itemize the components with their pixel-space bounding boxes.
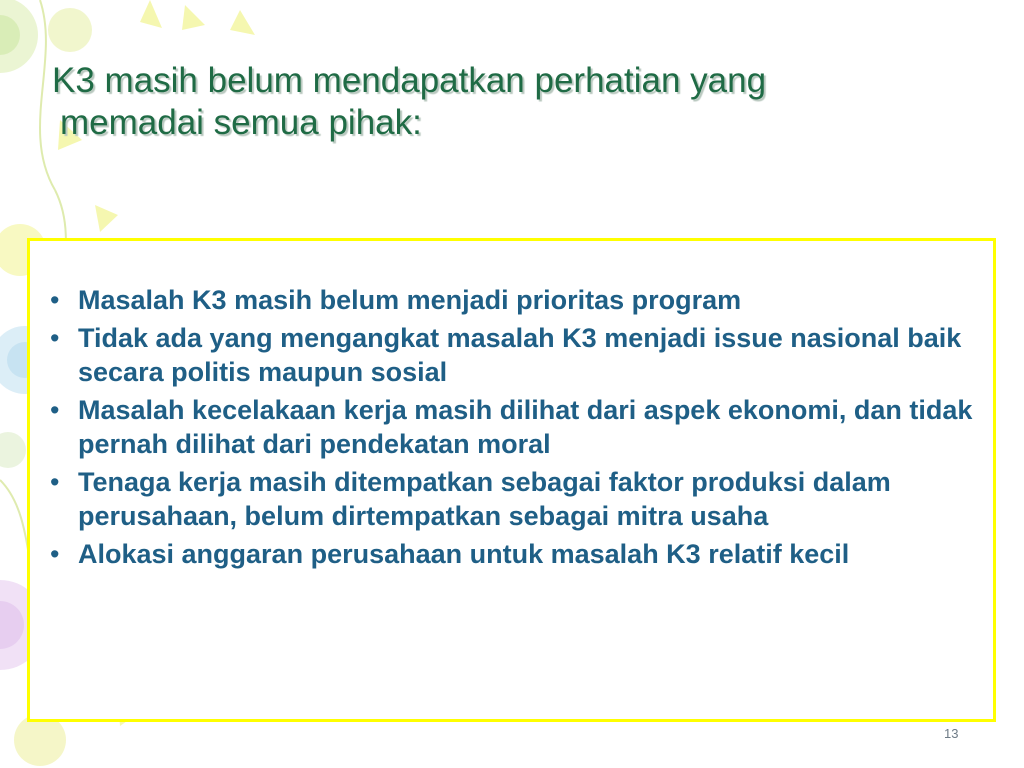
slide-title-line-2: memadai semua pihak: <box>60 103 422 142</box>
slide-title <box>52 60 912 144</box>
bullet-item <box>50 283 980 317</box>
bullet-icon: • <box>50 539 60 569</box>
bullet-list <box>50 283 980 575</box>
bullet-item <box>50 465 980 533</box>
slide-title-line-1: K3 masih belum mendapatkan perhatian yang <box>52 61 767 100</box>
bullet-item <box>50 321 980 389</box>
bullet-icon: • <box>50 285 60 315</box>
bullet-item <box>50 393 980 461</box>
page-number: 13 <box>944 726 959 741</box>
bullet-icon: • <box>50 467 60 497</box>
bullet-item <box>50 537 980 571</box>
bullet-text: Masalah kecelakaan kerja masih dilihat dari aspek ekonomi, dan tidak pernah dilihat dari pendekatan moral <box>78 395 973 459</box>
bullet-text: Tenaga kerja masih ditempatkan sebagai faktor produksi dalam perusahaan, belum dirtempatkan sebagai mitra usaha <box>78 467 891 531</box>
bullet-text: Tidak ada yang mengangkat masalah K3 menjadi issue nasional baik secara politis maupun sosial <box>78 323 962 387</box>
content-box <box>27 238 996 722</box>
bullet-text: Alokasi anggaran perusahaan untuk masalah K3 relatif kecil <box>78 539 850 569</box>
bullet-text: Masalah K3 masih belum menjadi prioritas program <box>78 285 742 315</box>
bullet-icon: • <box>50 323 60 353</box>
bullet-icon: • <box>50 395 60 425</box>
